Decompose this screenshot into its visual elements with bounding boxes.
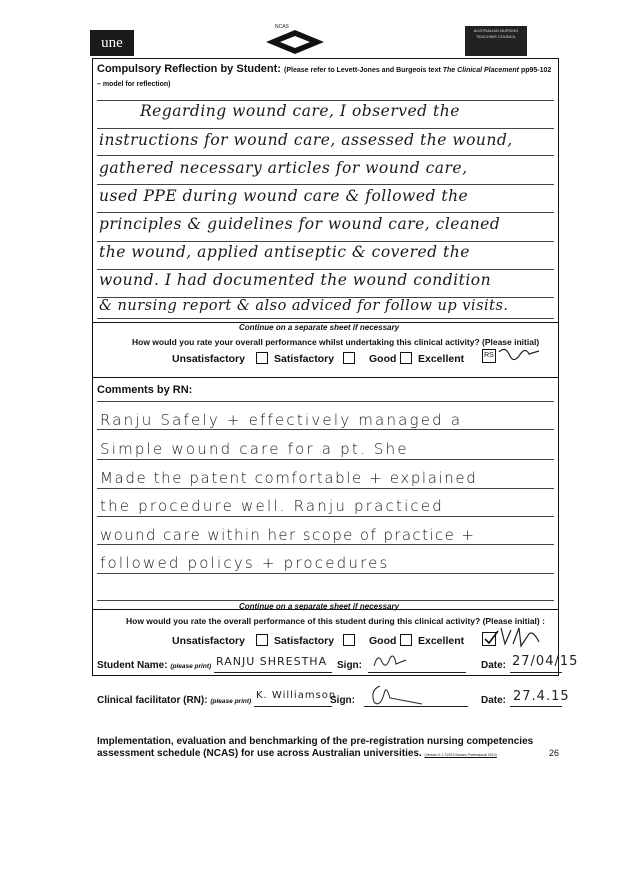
underline [510,706,562,707]
facilitator-date-label: Date: [481,695,507,706]
rating-good-checkbox[interactable] [400,634,412,646]
reflection-line: Regarding wound care, I observed the [140,102,460,120]
please-print-note: (please print) [170,663,212,670]
student-label: Student Name: [97,660,168,671]
reflection-line: wound. I had documented the wound condition [99,271,492,289]
comments-title: Comments by RN: [97,384,193,396]
continue-note: Continue on a separate sheet if necessary [238,602,400,611]
rating-unsatisfactory-checkbox[interactable] [256,352,268,364]
student-rating-question: How would you rate your overall performance whilst undertaking this clinical activity? (Please initial) [132,337,540,347]
rating-satisfactory-label: Satisfactory [274,635,335,647]
writing-line [97,459,554,460]
rating-excellent-checkbox-checked[interactable] [482,632,496,646]
reflection-note-book: The Clinical Placement [442,67,519,74]
reflection-line: principles & guidelines for wound care, cleaned [99,215,501,233]
writing-line [97,429,554,430]
facilitator-signature-icon [366,680,426,708]
rating-good-label: Good [369,353,397,365]
underline [510,672,562,673]
initial-scribble-icon [497,342,541,368]
writing-line [97,600,554,601]
checkmark-icon [482,629,500,647]
student-name-value: RANJU SHRESTHA [216,655,328,668]
writing-line [97,184,554,185]
writing-line [97,100,554,101]
comment-line: Made the patent comfortable + explained [100,469,478,487]
facilitator-sign-label: Sign: [330,695,355,706]
footer-title: Implementation, evaluation and benchmarking of the pre-registration nursing competencies assessment schedule (NCAS) for use across Australian universities. [97,736,534,759]
writing-line [97,573,554,574]
rating-good-checkbox[interactable] [400,352,412,364]
rating-satisfactory-label: Satisfactory [274,353,335,365]
writing-line [97,155,554,156]
writing-line [97,401,554,402]
facilitator-label: Clinical facilitator (RN): [97,695,208,706]
facilitator-name-value: K. Williamson [256,690,337,701]
comment-line: followed policys + procedures [100,554,390,572]
underline [368,672,466,673]
writing-line [97,318,554,319]
facilitator-date-value: 27.4.15 [513,689,570,704]
reflection-line: used PPE during wound care & followed the [99,187,469,205]
rating-unsatisfactory-checkbox[interactable] [256,634,268,646]
reflection-title: Compulsory Reflection by Student: [97,63,281,75]
divider [92,377,559,378]
reflection-line: instructions for wound care, assessed the wound, [99,131,513,149]
comment-line: the procedure well. Ranju practiced [100,497,445,515]
student-sign-label: Sign: [337,660,362,671]
student-name-label [97,660,211,671]
writing-line [97,516,554,517]
reflection-heading [97,63,552,91]
footer-text [97,736,537,761]
council-logo: AUSTRALIAN NURSING TEACHING COUNCIL [465,26,527,56]
reflection-line: & nursing report & also adviced for follow up visits. [99,298,509,314]
please-print-note: (please print) [210,698,252,705]
rating-satisfactory-checkbox[interactable] [343,352,355,364]
writing-line [97,212,554,213]
writing-line [97,241,554,242]
rating-excellent-label: Excellent [418,353,465,365]
reflection-note-prefix: (Please refer to Levett-Jones and Burgeois text [284,67,443,74]
rating-unsatisfactory-label: Unsatisfactory [172,353,245,365]
writing-line [97,544,554,545]
underline [364,706,468,707]
une-logo: une [90,30,134,56]
page-number: 26 [549,748,560,758]
writing-line [97,128,554,129]
ncas-logo [262,26,328,58]
student-signature-icon [372,650,408,672]
comment-line: wound care within her scope of practice + [100,526,476,544]
writing-line [97,269,554,270]
underline [214,672,332,673]
rn-rating-question: How would you rate the overall performance of this student during this clinical activity? (Please initial) : [126,616,545,626]
initial-scribble-icon [499,624,541,650]
reflection-line: the wound, applied antiseptic & covered the [99,243,470,261]
rating-good-label: Good [369,635,397,647]
rating-satisfactory-checkbox[interactable] [343,634,355,646]
student-date-value: 27/04/15 [512,654,579,669]
ncas-label: NCAS [275,24,289,30]
rating-unsatisfactory-label: Unsatisfactory [172,635,245,647]
form-frame [92,58,559,676]
comment-line: Ranju Safely + effectively managed a [100,411,463,429]
rating-excellent-label: Excellent [418,635,465,647]
reflection-line: gathered necessary articles for wound care, [99,159,468,177]
facilitator-name-label [97,695,251,706]
underline [254,706,332,707]
footer-version: (Version 2.1 ©2013 Nurses Professional 2013) [424,753,497,757]
student-date-label: Date: [481,660,507,671]
rating-excellent-checkbox[interactable]: RS [482,349,496,363]
writing-line [97,488,554,489]
continue-note: Continue on a separate sheet if necessary [238,323,400,332]
comment-line: Simple wound care for a pt. She [100,440,409,458]
reflection-note-suffix: pp95-102 – model for reflection) [97,67,552,88]
